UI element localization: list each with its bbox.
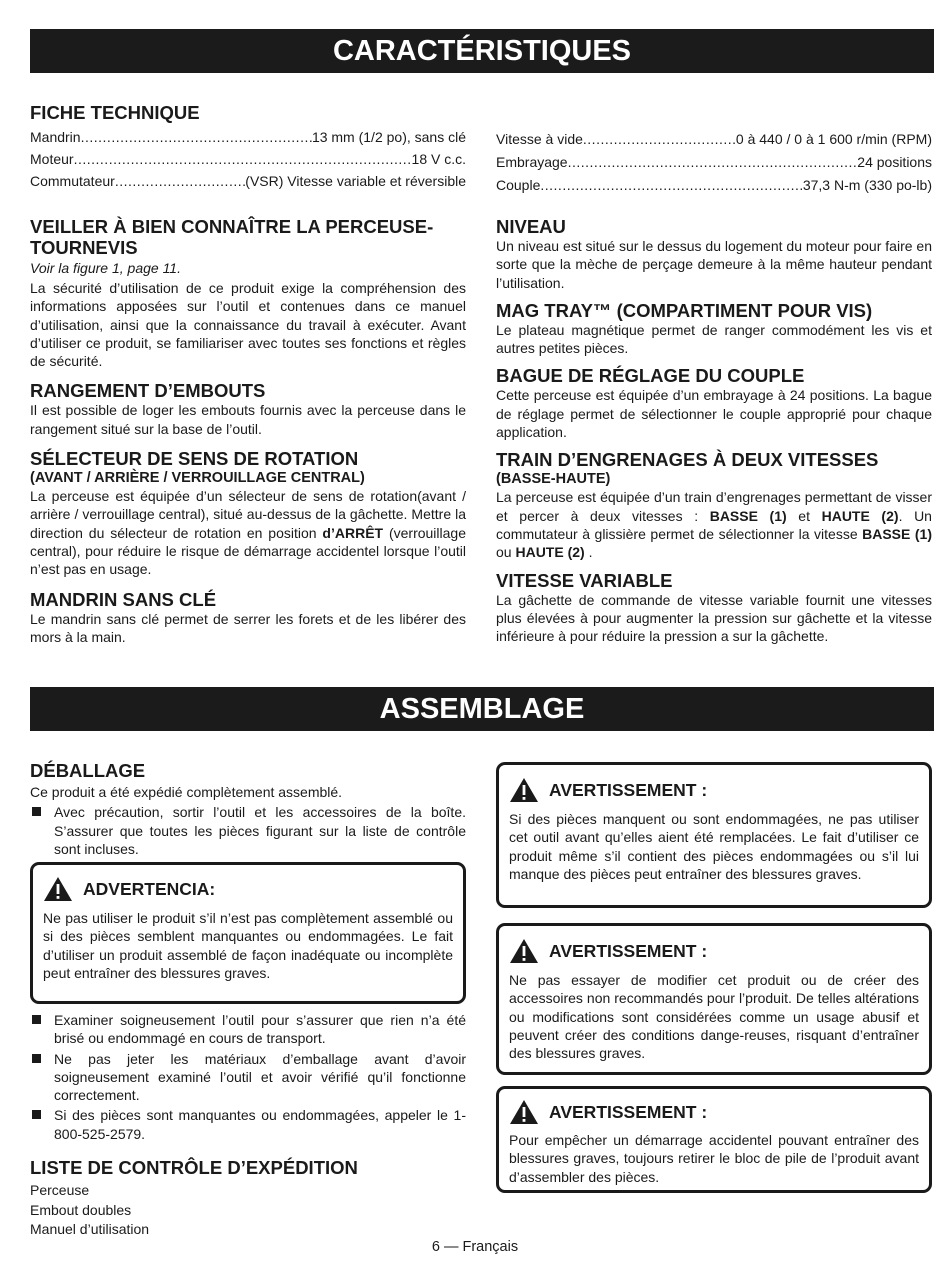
- advertencia-body: Ne pas utiliser le produit s’il n’est pas complètement assemblé ou si des pièces semblent manquantes ou endommagées. Le fait d’utiliser un produit assemblé de façon inadéquate ou incomplète peut entraîner des blessures graves.: [43, 910, 453, 981]
- magtray-body: Le plateau magnétique permet de ranger commodément les vis et autres petites pièces.: [496, 321, 932, 357]
- advertencia-box: [30, 862, 466, 1004]
- figure-reference: Voir la figure 1, page 11.: [30, 260, 181, 276]
- train-body: La perceuse est équipée d’un train d’engrenages permettant de visser et percer à deux vitesses : BASSE (1) et HAUTE (2). Un commutateur à glissière permet de sélectionner la vitesse BASSE (1) ou HAUTE (2) .: [496, 489, 932, 561]
- deballage-more: [30, 1011, 466, 1240]
- train-title: TRAIN D’ENGRENAGES À DEUX VITESSES: [496, 449, 879, 471]
- deballage-bullet-list-2: [30, 1011, 466, 1143]
- fiche-technique-title: FICHE TECHNIQUE: [30, 102, 200, 123]
- selecteur-subtitle: (AVANT / ARRIÈRE / VERROUILLAGE CENTRAL): [30, 470, 365, 487]
- vitesse-title: VITESSE VARIABLE: [496, 569, 673, 591]
- deballage-title: DÉBALLAGE: [30, 760, 146, 781]
- avertissement-header: AVERTISSEMENT :: [509, 1099, 919, 1125]
- fiche-technique-right: [496, 128, 932, 197]
- warning-triangle-icon: [509, 777, 539, 803]
- advertencia-header: ADVERTENCIA:: [43, 876, 453, 902]
- list-item: Examiner soigneusement l’outil pour s’assurer que rien n’a été brisé ou endommagé en cours de transport.: [30, 1011, 466, 1048]
- avertissement-body: Ne pas essayer de modifier cet produit ou de créer des accessoires non recommandés pour l’produit. De telles altérations ou modifications sont considérées comme un usage abusif et peuvent créer des conditions dange-reuses, risquant d’entraîner des blessures graves.: [509, 972, 919, 1062]
- mandrin-title: MANDRIN SANS CLÉ: [30, 588, 217, 610]
- avertissement-header: AVERTISSEMENT :: [509, 777, 919, 803]
- fiche-technique-left: [30, 102, 466, 192]
- warning-triangle-icon: [509, 1099, 539, 1125]
- deballage-bullet-list: [30, 803, 466, 858]
- selecteur-title: SÉLECTEUR DE SENS DE ROTATION: [30, 448, 359, 470]
- spec-row: Mandrin ..... 13 mm (1/2 po), sans clé: [30, 126, 466, 148]
- list-item: Manuel d’utilisation: [30, 1221, 150, 1238]
- spec-row: Moteur ..... 18 V c.c.: [30, 148, 466, 170]
- niveau-title: NIVEAU: [496, 216, 566, 237]
- deballage-intro: Ce produit a été expédié complètement assemblé.: [30, 784, 343, 800]
- niveau-body: Un niveau est situé sur le dessus du logement du moteur pour faire en sorte que la mèche de perçage demeure à la même hauteur pendant l’utilisation.: [496, 238, 932, 291]
- list-item: Ne pas jeter les matériaux d’emballage avant d’avoir soigneusement examiné l’outil et avoir vérifié qu’il fonctionne correctement.: [30, 1050, 466, 1105]
- veiller-title: VEILLER À BIEN CONNAÎTRE LA PERCEUSE- TOURNEVIS: [30, 216, 434, 258]
- avertissement-box-2: [496, 923, 932, 1075]
- deballage-section: [30, 760, 466, 860]
- avertissement-body: Pour empêcher un démarrage accidentel pouvant entraîner des blessures graves, toujours retirer le bloc de pile de l’produit avant d’assembler des pièces.: [509, 1132, 919, 1185]
- list-item: Perceuse: [30, 1182, 90, 1199]
- list-item: Embout doubles: [30, 1201, 132, 1218]
- bague-title: BAGUE DE RÉGLAGE DU COUPLE: [496, 365, 805, 387]
- avertissement-header: AVERTISSEMENT :: [509, 938, 919, 964]
- avertissement-box-3: [496, 1086, 932, 1193]
- vitesse-body: La gâchette de commande de vitesse variable fournit une vitesses plus élevées à pour augmenter la pression sur gâchette et la vitesse inférieure à pour réduire la pression a sur la gâchette.: [496, 591, 932, 645]
- left-column-features: [30, 216, 466, 646]
- list-item: Avec précaution, sortir l’outil et les accessoires de la boîte. S’assurer que toutes les pièces figurant sur la liste de contrôle sont incluses.: [30, 803, 466, 858]
- rangement-title: RANGEMENT D’EMBOUTS: [30, 380, 266, 402]
- veiller-body: La sécurité d’utilisation de ce produit exige la compréhension des informations apposées sur l’outil et contenues dans ce manuel d’utilisation, ainsi que la connaissance du travail à exécuter. Avant d’utiliser ce produit, se familiariser avec toutes ses fonctions et règles de sécurité.: [30, 280, 466, 370]
- bague-body: Cette perceuse est équipée d’un embrayage à 24 positions. La bague de réglage permet de sélectionner le couple approprié pour chaque application.: [496, 387, 932, 441]
- warning-triangle-icon: [509, 938, 539, 964]
- avertissement-body: Si des pièces manquent ou sont endommagées, ne pas utiliser cet outil avant qu’elles aient été remplacées. Le fait d’utiliser ce produit même s’il contient des pièces endommagées ou s’il lui manque des pièces peut entraîner des blessures graves.: [509, 811, 919, 882]
- page-footer: 6 — Français: [431, 1239, 519, 1255]
- liste-items: [30, 1181, 466, 1240]
- train-subtitle: (BASSE-HAUTE): [496, 471, 611, 488]
- spec-row: Embrayage ..... 24 positions: [496, 151, 932, 174]
- spec-row: Vitesse à vide ..... 0 à 440 / 0 à 1 600 r/min (RPM): [496, 128, 932, 151]
- spec-row: Commutateur ..... (VSR) Vitesse variable et réversible: [30, 170, 466, 192]
- liste-title: LISTE DE CONTRÔLE D’EXPÉDITION: [30, 1157, 358, 1179]
- assemblage-header: ASSEMBLAGE: [30, 687, 934, 731]
- right-column-features: [496, 216, 932, 645]
- selecteur-body: La perceuse est équipée d’un sélecteur de sens de rotation(avant / arrière / verrouillage central), situé au-dessus de la gâchette. Mettre la direction du sélecteur de rotation en position d’ARRÊT (verrouillage central), pour réduire le risque de démarrage accidentel lorsque l’outil n’est pas en usage.: [30, 488, 466, 578]
- rangement-body: Il est possible de loger les embouts fournis avec la perceuse dans le rangement situé sur la base de l’outil.: [30, 402, 466, 437]
- warning-triangle-icon: [43, 876, 73, 902]
- spec-row: Couple ..... 37,3 N-m (330 po-lb): [496, 174, 932, 197]
- caracteristiques-header: CARACTÉRISTIQUES: [30, 29, 934, 73]
- magtray-title: MAG TRAY™ (COMPARTIMENT POUR VIS): [496, 299, 873, 321]
- avertissement-box-1: [496, 762, 932, 908]
- list-item: Si des pièces sont manquantes ou endommagées, appeler le 1-800-525-2579.: [30, 1106, 466, 1143]
- mandrin-body: Le mandrin sans clé permet de serrer les forets et de les libérer des mors à la main.: [30, 610, 466, 645]
